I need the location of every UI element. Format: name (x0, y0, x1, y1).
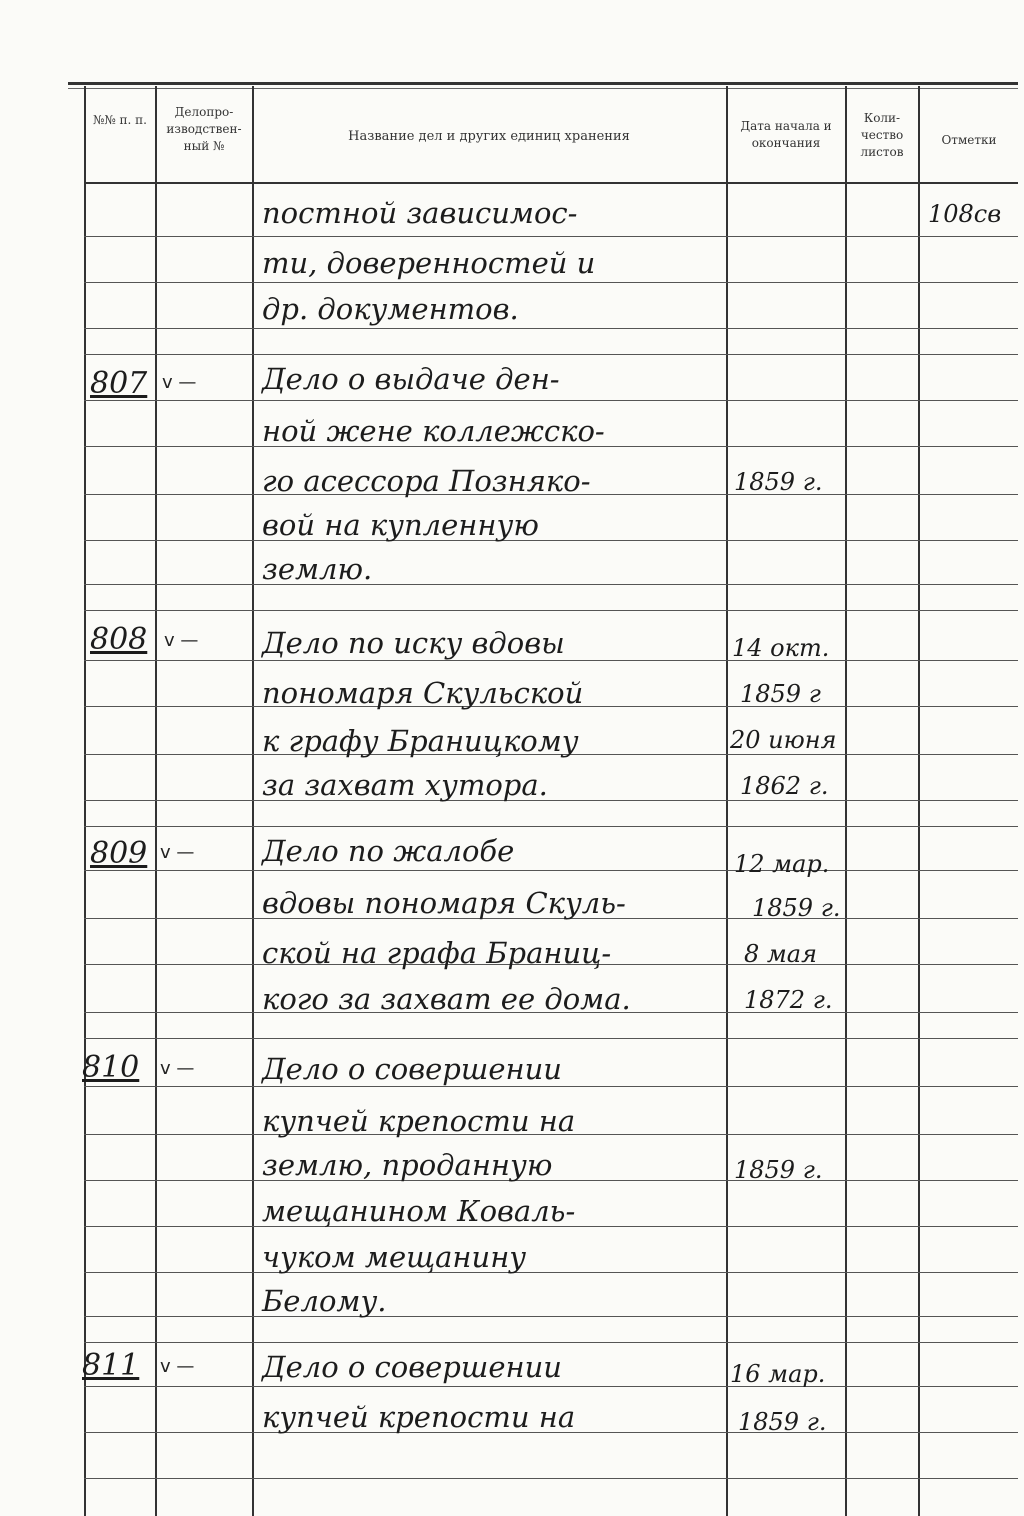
entry-date: 1872 г. (744, 986, 833, 1014)
entry-line: Дело по иску вдовы (262, 626, 565, 660)
ruled-line (84, 1386, 1018, 1387)
ruled-line (84, 660, 1018, 661)
ruled-line (84, 1342, 1018, 1343)
entry-line: Белому. (262, 1284, 387, 1318)
column-line (252, 86, 254, 1516)
entry-line: Дело о выдаче ден- (262, 362, 560, 396)
ruled-line (84, 610, 1018, 611)
entry-line: Дело о совершении (262, 1350, 562, 1384)
column-line (155, 86, 157, 1516)
entry-date: 8 мая (744, 940, 817, 968)
entry-line: ной жене коллежско- (262, 414, 605, 448)
ruled-line (84, 584, 1018, 585)
entry-number: 807 (90, 366, 148, 401)
ruled-line (84, 826, 1018, 827)
entry-line: пономаря Скульской (262, 676, 584, 710)
entry-date: 1859 г (740, 680, 821, 708)
entry-line: кого за захват ее дома. (262, 982, 631, 1016)
entry-line: мещанином Коваль- (262, 1194, 576, 1228)
check-mark: v — (162, 372, 197, 393)
entry-line: землю, проданную (262, 1148, 553, 1182)
continuation-line: ти, доверенностей и (262, 246, 596, 280)
entry-line: за захват хутора. (262, 768, 548, 802)
entry-date: 14 окт. (732, 634, 830, 662)
ruled-line (84, 1316, 1018, 1317)
entry-line: чуком мещанину (262, 1240, 527, 1274)
column-line (918, 86, 920, 1516)
continuation-line: постной зависимос- (262, 196, 578, 230)
entry-line: ской на графа Браниц- (262, 936, 612, 970)
entry-number: 809 (90, 836, 148, 871)
ruled-line (84, 870, 1018, 871)
entry-number: 811 (82, 1348, 140, 1383)
entry-line: купчей крепости на (262, 1104, 576, 1138)
entry-number: 808 (90, 622, 148, 657)
entry-line: вдовы пономаря Скуль- (262, 886, 626, 920)
entry-date: 12 мар. (734, 850, 830, 878)
ruled-line (84, 1272, 1018, 1273)
entry-date: 16 мар. (730, 1360, 826, 1388)
column-line (845, 86, 847, 1516)
check-mark: v — (164, 630, 199, 651)
ruled-line (84, 282, 1018, 283)
check-mark: v — (160, 1356, 195, 1377)
ruled-line (84, 328, 1018, 329)
header-title: Название дел и других единиц хранения (348, 129, 630, 144)
header-office-number: Делопро-изводствен-ный № (166, 105, 242, 153)
entry-date: 1862 г. (740, 772, 829, 800)
ruled-line (84, 1038, 1018, 1039)
ruled-line (84, 1086, 1018, 1087)
entry-line: го асессора Позняко- (262, 464, 591, 498)
entry-number: 810 (82, 1050, 140, 1085)
entry-line: землю. (262, 552, 373, 586)
sheets-note: 108св (928, 200, 1002, 228)
entry-line: вой на купленную (262, 508, 539, 542)
column-line (84, 86, 86, 1516)
entry-date: 1859 г. (738, 1408, 827, 1436)
top-rule-thin (68, 88, 1018, 89)
entry-date: 20 июня (730, 726, 837, 754)
top-rule (68, 82, 1018, 85)
continuation-line: др. документов. (262, 292, 519, 326)
ruled-line (84, 236, 1018, 237)
entry-date: 1859 г. (734, 468, 823, 496)
ruled-line (84, 400, 1018, 401)
header-dates: Дата начала и окончания (740, 119, 832, 150)
header-notes: Отметки (941, 133, 997, 147)
entry-date: 1859 г. (752, 894, 841, 922)
ruled-line (84, 1478, 1018, 1479)
ruled-line (84, 354, 1018, 355)
header-number: №№ п. п. (93, 113, 147, 127)
ruled-line (84, 800, 1018, 801)
column-line (726, 86, 728, 1516)
entry-date: 1859 г. (734, 1156, 823, 1184)
check-mark: v — (160, 842, 195, 863)
ruled-line (84, 540, 1018, 541)
entry-line: Дело по жалобе (262, 834, 515, 868)
entry-line: Дело о совершении (262, 1052, 562, 1086)
entry-line: к графу Браницкому (262, 724, 579, 758)
check-mark: v — (160, 1058, 195, 1079)
header-bottom-rule (84, 182, 1018, 184)
entry-line: купчей крепости на (262, 1400, 576, 1434)
header-sheets: Коли-чество листов (860, 111, 904, 159)
